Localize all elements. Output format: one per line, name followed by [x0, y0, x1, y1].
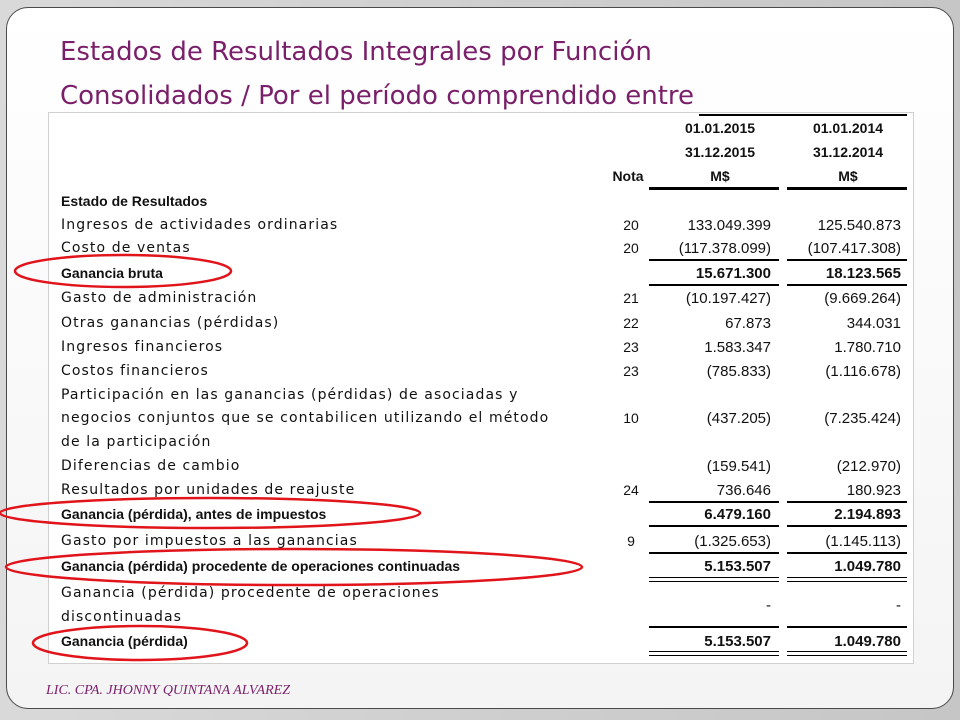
row-label: de la participación [61, 434, 212, 450]
table-row [49, 190, 913, 214]
row-value-2015: 5.153.507 [704, 633, 771, 650]
income-statement-table [48, 112, 914, 664]
row-nota: 10 [623, 410, 639, 426]
slide-title [60, 30, 920, 118]
row-value-2015: 67.873 [725, 315, 771, 332]
row-nota: 21 [623, 290, 639, 306]
row-value-2014: 1.780.710 [834, 339, 901, 356]
row-nota: 24 [623, 482, 639, 498]
header-col1-unit: M$ [710, 168, 730, 184]
row-value-2015: 736.646 [716, 482, 771, 499]
row-value-2015: (437.205) [706, 410, 771, 427]
row-label: Ganancia bruta [61, 265, 163, 281]
row-value-2014: (7.235.424) [824, 410, 901, 427]
row-label: Otras ganancias (pérdidas) [61, 315, 280, 331]
total-double-rule [787, 651, 907, 656]
row-value-2015: 6.479.160 [704, 506, 771, 523]
row-value-2015: 15.671.300 [695, 265, 771, 282]
row-nota: 9 [627, 533, 635, 549]
header-col2-line1: 01.01.2014 [812, 120, 884, 136]
row-value-2015: (10.197.427) [685, 290, 771, 307]
row-value-2014: 344.031 [846, 315, 901, 332]
row-label: Resultados por unidades de reajuste [61, 482, 356, 498]
table-row [49, 336, 913, 360]
row-value-2014: 1.049.780 [834, 633, 901, 650]
table-row [49, 582, 913, 606]
subtotal-rule [787, 552, 907, 554]
row-label: Ingresos financieros [61, 339, 224, 355]
row-label: Ganancia (pérdida) procedente de operaciones continuadas [61, 558, 461, 574]
row-value-2015: (159.541) [706, 458, 771, 475]
subtotal-rule [649, 626, 779, 628]
header-col1-line2: 31.12.2015 [684, 144, 756, 160]
subtotal-rule [649, 552, 779, 554]
table-row-antes-impuestos [49, 503, 913, 527]
row-value-2015: 133.049.399 [687, 217, 771, 234]
table-row [49, 431, 913, 455]
table-row-operaciones-continuadas [49, 555, 913, 579]
row-value-2014: - [896, 597, 901, 614]
total-double-rule [649, 651, 779, 656]
table-row [49, 597, 913, 630]
row-value-2014: (1.116.678) [825, 363, 901, 380]
row-label: Gasto de administración [61, 290, 258, 306]
row-nota: 23 [623, 363, 639, 379]
total-rule [787, 284, 907, 286]
row-label: Participación en las ganancias (pérdidas) de asociadas y [61, 387, 519, 403]
row-value-2015: (785.833) [706, 363, 771, 380]
row-label: Costos financieros [61, 363, 209, 379]
row-label: Diferencias de cambio [61, 458, 241, 474]
row-label: Costo de ventas [61, 240, 191, 256]
row-value-2015: 5.153.507 [704, 558, 771, 575]
row-value-2014: 180.923 [846, 482, 901, 499]
row-value-2014: (212.970) [836, 458, 901, 475]
table-row [49, 479, 913, 503]
table-row-ganancia-perdida [49, 630, 913, 654]
row-value-2014: 125.540.873 [817, 217, 901, 234]
row-label: Gasto por impuestos a las ganancias [61, 533, 358, 549]
row-label: Ingresos de actividades ordinarias [61, 217, 339, 233]
row-label: negocios conjuntos que se contabilicen utilizando el método [61, 410, 550, 426]
table-row [49, 237, 913, 261]
total-rule [649, 284, 779, 286]
header-col2-unit: M$ [838, 168, 858, 184]
header-col2-line2: 31.12.2014 [812, 144, 884, 160]
row-value-2015: 1.583.347 [704, 339, 771, 356]
row-value-2015: - [766, 597, 771, 614]
subtotal-rule [787, 626, 907, 628]
table-row-ganancia-bruta [49, 262, 913, 286]
header-col1-line1: 01.01.2015 [684, 120, 756, 136]
total-rule [787, 525, 907, 527]
table-row [49, 287, 913, 311]
subtotal-rule [787, 259, 907, 261]
header-nota: Nota [612, 168, 644, 184]
row-nota: 23 [623, 339, 639, 355]
row-value-2015: (117.378.099) [678, 240, 771, 257]
table-row [49, 312, 913, 336]
row-nota: 20 [623, 217, 639, 233]
table-row [49, 384, 913, 408]
row-label: Ganancia (pérdida) [61, 633, 188, 649]
row-value-2014: 18.123.565 [825, 265, 901, 282]
row-label: Ganancia (pérdida) procedente de operaciones [61, 585, 440, 601]
table-row [49, 214, 913, 238]
row-value-2015: (1.325.653) [694, 533, 771, 550]
subtotal-rule [649, 259, 779, 261]
row-value-2014: (9.669.264) [824, 290, 901, 307]
row-value-2014: 2.194.893 [834, 506, 901, 523]
row-nota: 20 [623, 240, 639, 256]
table-row [49, 407, 913, 431]
row-label: Ganancia (pérdida), antes de impuestos [61, 506, 327, 522]
table-row [49, 455, 913, 479]
title-line-1: Estados de Resultados Integrales por Función [60, 37, 652, 67]
total-rule [649, 525, 779, 527]
title-line-2: Consolidados / Por el período comprendido entre [60, 81, 695, 111]
row-value-2014: (107.417.308) [807, 240, 901, 257]
footer-author: LIC. CPA. JHONNY QUINTANA ALVAREZ [46, 683, 290, 698]
table-row [49, 360, 913, 384]
row-value-2014: (1.145.113) [825, 533, 901, 550]
row-label: Estado de Resultados [61, 193, 208, 209]
row-label: discontinuadas [61, 609, 183, 625]
row-nota: 22 [623, 315, 639, 331]
table-row [49, 530, 913, 554]
row-value-2014: 1.049.780 [834, 558, 901, 575]
header-top-rule [699, 114, 907, 116]
